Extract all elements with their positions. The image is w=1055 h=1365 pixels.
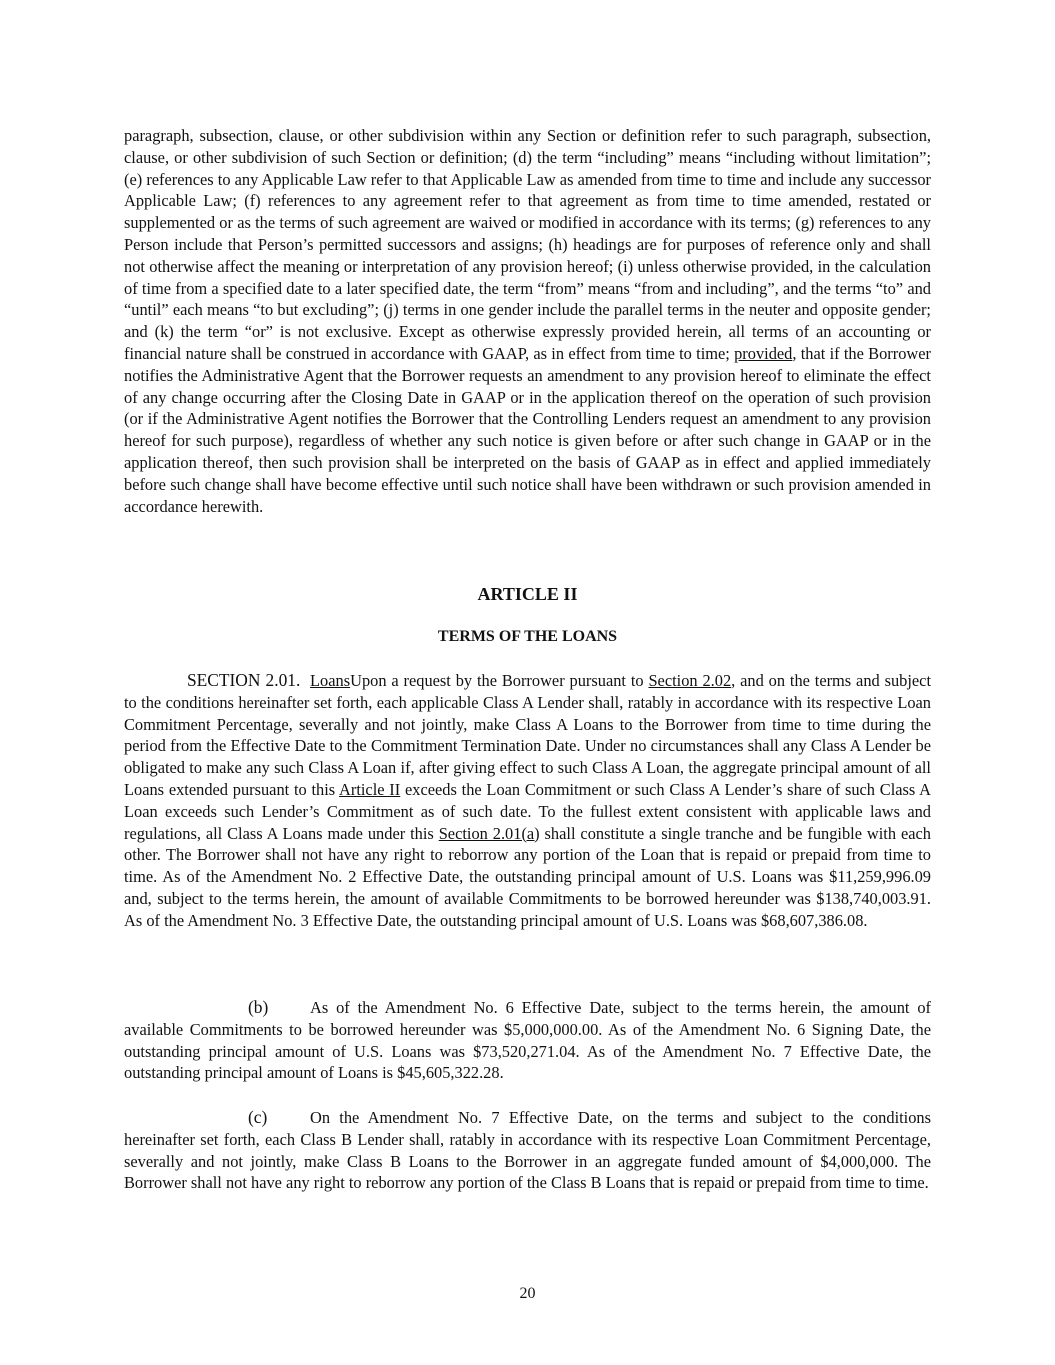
paragraph-text: shall constitute a single tranche and be fungible with each other. The Borrower shall not have any right to reborrow any portion of the Loan that is repaid or prepaid from time to time. As of the Amendment No. 2 Effective Date, the outstanding principal amount of U.S. Loans was $11,259,996.09 and, subject to the terms herein, the amount of available Commitments to be borrowed hereunder was $138,740,003.91. As of the Amendment No. 3 Effective Date, the outstanding principal amount of U.S. Loans was $68,607,386.08. bbox=[124, 823, 931, 930]
article-title: ARTICLE II bbox=[477, 584, 578, 604]
paragraph-text: exceeds the Loan Commitment or such Class A Lender’s share of such Class A Loan exceeds such Lender’s Commitment as of such date. To the fullest extent consistent with applicable laws and regulations, all Class A Loans made under this bbox=[124, 779, 931, 843]
subsection-letter: (b) bbox=[248, 997, 269, 1017]
subsection-c-paragraph bbox=[124, 1107, 931, 1194]
subsection-letter: (c) bbox=[248, 1107, 268, 1127]
cross-reference-section-2-01a: Section 2.01(a) bbox=[438, 823, 540, 843]
section-2-01-paragraph bbox=[124, 670, 931, 932]
cross-reference-article-ii: Article II bbox=[339, 779, 401, 799]
section-number: SECTION 2.01. bbox=[187, 670, 301, 690]
section-caption: Loans bbox=[310, 671, 351, 690]
definitions-continuation-paragraph bbox=[124, 125, 931, 517]
article-subtitle: TERMS OF THE LOANS bbox=[437, 628, 618, 645]
subsection-b-paragraph bbox=[124, 997, 931, 1084]
cross-reference-section-2-02: Section 2.02 bbox=[648, 671, 732, 690]
paragraph-text: Upon a request by the Borrower pursuant to bbox=[350, 671, 649, 690]
paragraph-text: , and on the terms and subject to the conditions hereinafter set forth, each applicable Class A Lender shall, ratably in accordance with its respective Loan Commitment Percentage, severally and not jointly, make Class A Loans to the Borrower from time to time during the period from the Effective Date to the Commitment Termination Date. Under no circumstances shall any Class A Lender be obligated to make any such Class A Loan if, after giving effect to such Class A Loan, the aggregate principal amount of all Loans extended pursuant to this bbox=[124, 671, 931, 799]
provided-term: provided bbox=[734, 343, 793, 363]
paragraph-text: On the Amendment No. 7 Effective Date, on the terms and subject to the conditions hereinafter set forth, each Class B Lender shall, ratably in accordance with its respective Loan Commitment Percentage, severally and not jointly, make Class B Loans to the Borrower in an aggregate funded amount of $4,000,000. The Borrower shall not have any right to reborrow any portion of the Class B Loans that is repaid or prepaid from time to time. bbox=[124, 1108, 931, 1193]
paragraph-text: paragraph, subsection, clause, or other subdivision within any Section or definition refer to such paragraph, subsection, clause, or other subdivision of such Section or definition; (d) the term “including” means “including without limitation”; (e) references to any Applicable Law refer to that Applicable Law as amended from time to time and include any successor Applicable Law; (f) references to any agreement refer to that agreement as from time to time amended, restated or supplemented or as the terms of such agreement are waived or modified in accordance with its terms; (g) references to any Person include that Person’s permitted successors and assigns; (h) headings are for purposes of reference only and shall not otherwise affect the meaning or interpretation of any provision hereof; (i) unless otherwise provided, in the calculation of time from a specified date to a later specified date, the term “from” means “from and including”, and the terms “to” and “until” each means “to but excluding”; (j) terms in one gender include the parallel terms in the neuter and opposite gender; and (k) the term “or” is not exclusive. Except as otherwise expressly provided herein, all terms of an accounting or financial nature shall be construed in accordance with GAAP, as in effect from time to time; bbox=[124, 126, 931, 363]
page-number: 20 bbox=[519, 1285, 536, 1302]
paragraph-text: As of the Amendment No. 6 Effective Date, subject to the terms herein, the amount of available Commitments to be borrowed hereunder was $5,000,000.00. As of the Amendment No. 6 Signing Date, the outstanding principal amount of U.S. Loans was $73,520,271.04. As of the Amendment No. 7 Effective Date, the outstanding principal amount of Loans is $45,605,322.28. bbox=[124, 998, 931, 1083]
paragraph-text: , that if the Borrower notifies the Administrative Agent that the Borrower requests an amendment to any provision hereof to eliminate the effect of any change occurring after the Closing Date in GAAP or in the application thereof on the operation of such provision (or if the Administrative Agent notifies the Borrower that the Controlling Lenders request an amendment to any provision hereof for such purpose), regardless of whether any such notice is given before or after such change in GAAP or in the application thereof, then such provision shall be interpreted on the basis of GAAP as in effect and applied immediately before such change shall have become effective until such notice shall have been withdrawn or such provision amended in accordance herewith. bbox=[124, 343, 931, 516]
